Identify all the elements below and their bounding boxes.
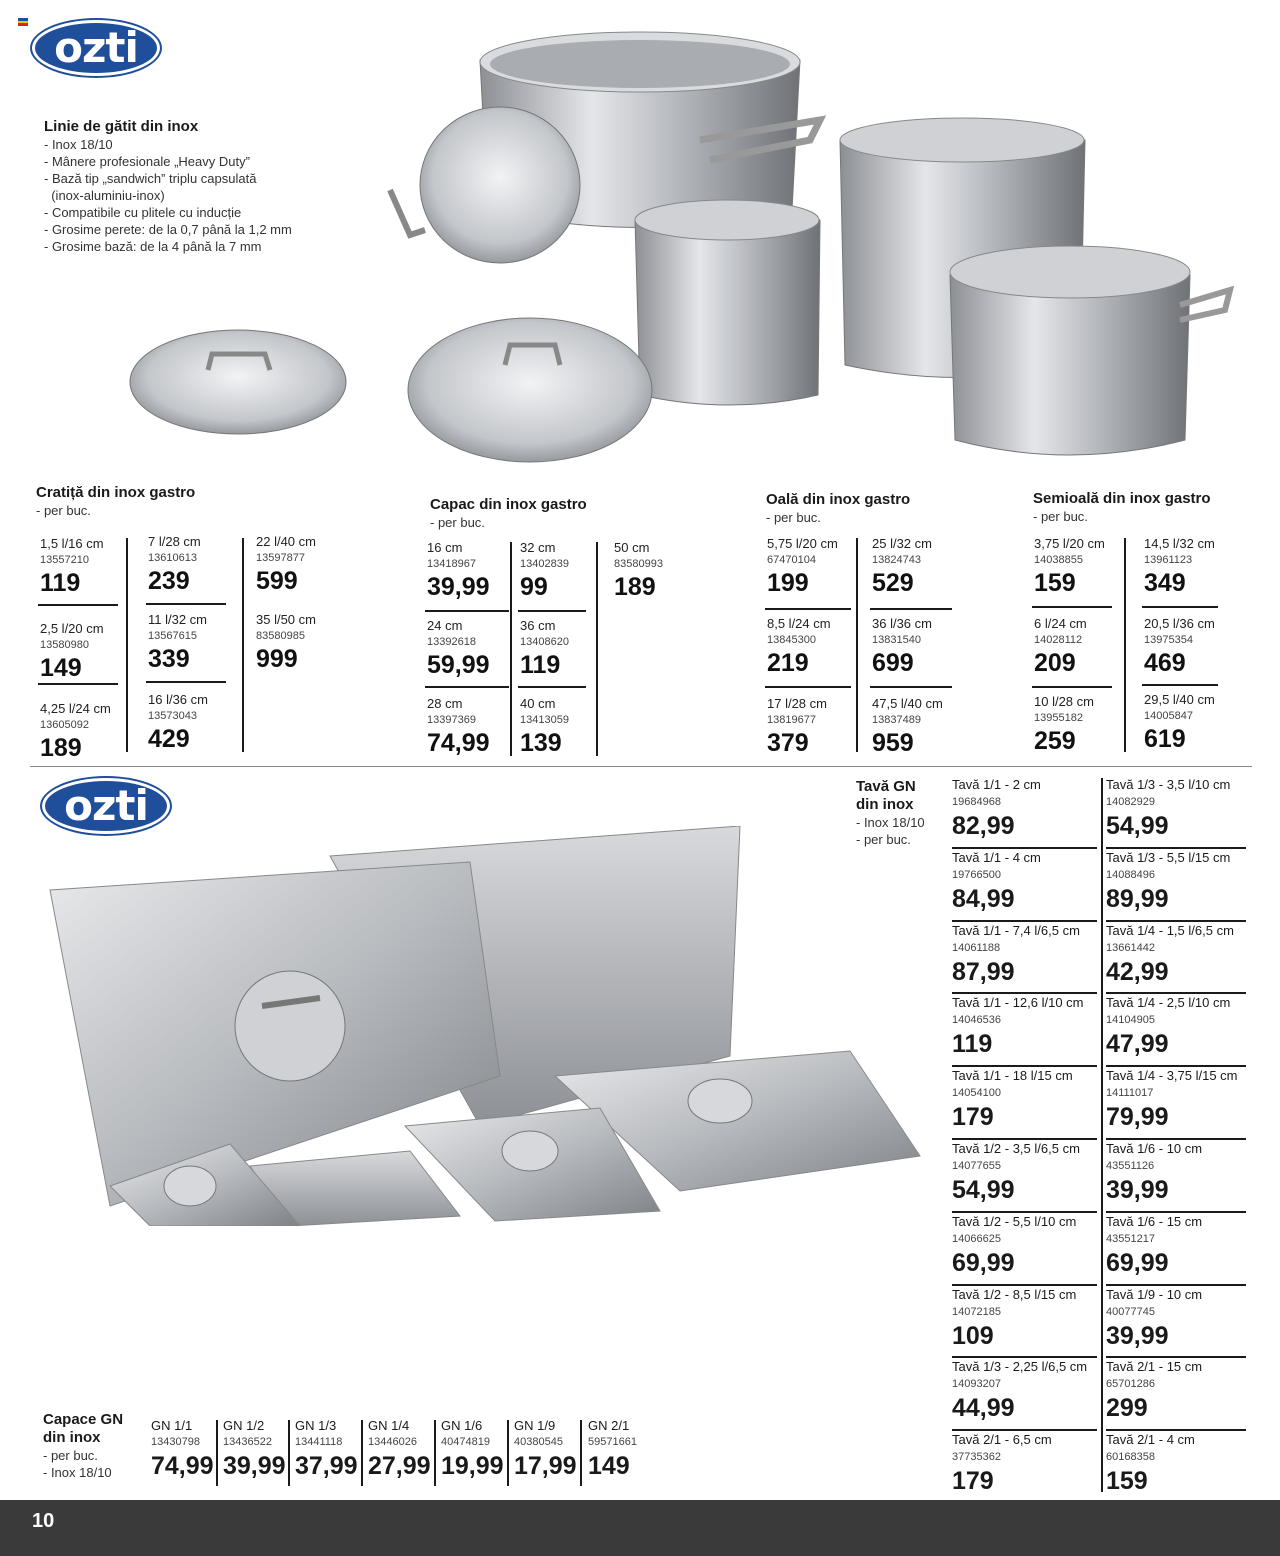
item-code: 43551126 xyxy=(1106,1159,1155,1172)
price-item xyxy=(767,696,827,758)
feature-item: - Inox 18/10 xyxy=(44,137,113,152)
item-code: 19766500 xyxy=(952,868,1001,881)
price-item xyxy=(1144,536,1215,598)
item-code: 13408620 xyxy=(520,636,569,648)
oala-title: Oală din inox gastro xyxy=(766,491,911,508)
brand-logo-text: ozti xyxy=(64,781,148,830)
tava-item xyxy=(952,849,1097,922)
item-price: 39,99 xyxy=(1106,1321,1169,1350)
price-item xyxy=(427,540,490,602)
gn-lid-item xyxy=(223,1418,295,1482)
item-price: 619 xyxy=(1144,725,1186,753)
gn-lid-item xyxy=(514,1418,586,1482)
price-item xyxy=(256,612,316,674)
tava-item xyxy=(952,1067,1097,1140)
item-code: 40380545 xyxy=(514,1436,563,1448)
divider xyxy=(870,608,952,610)
item-price: 74,99 xyxy=(427,729,490,757)
gn-lid-item xyxy=(588,1418,660,1482)
item-code: 37735362 xyxy=(952,1451,1001,1464)
item-code: 14077655 xyxy=(952,1159,1001,1172)
feature-item: - Mânere profesionale „Heavy Duty” xyxy=(44,154,250,169)
item-code: 13397369 xyxy=(427,714,476,726)
price-item xyxy=(148,612,207,674)
item-size: 2,5 l/20 cm xyxy=(40,621,104,636)
item-price: 54,99 xyxy=(1106,812,1169,840)
tava-item xyxy=(952,776,1097,849)
item-price: 139 xyxy=(520,729,562,757)
item-size: Tavă 1/3 - 3,5 l/10 cm xyxy=(1106,777,1231,792)
item-price: 149 xyxy=(40,654,82,682)
item-size: 7 l/28 cm xyxy=(148,534,201,549)
divider xyxy=(216,1420,218,1486)
item-price: 74,99 xyxy=(151,1452,214,1480)
price-item xyxy=(767,536,838,598)
item-size: 28 cm xyxy=(427,696,463,711)
divider xyxy=(242,538,244,752)
item-price: 44,99 xyxy=(952,1394,1015,1423)
divider xyxy=(870,686,952,688)
item-size: Tavă 1/4 - 2,5 l/10 cm xyxy=(1106,995,1231,1011)
item-price: 189 xyxy=(614,573,656,601)
divider xyxy=(146,681,226,683)
price-item xyxy=(520,696,569,758)
divider xyxy=(510,542,512,756)
tava-item xyxy=(952,922,1097,995)
divider xyxy=(765,686,851,688)
tava-item xyxy=(1106,1286,1246,1359)
section-separator xyxy=(30,766,1252,767)
item-size: Tavă 1/2 - 3,5 l/6,5 cm xyxy=(952,1140,1080,1156)
tava-item xyxy=(952,994,1097,1067)
gn-lid-item xyxy=(295,1418,367,1482)
item-price: 84,99 xyxy=(952,884,1015,913)
divider xyxy=(765,608,851,610)
item-size: 16 l/36 cm xyxy=(148,692,208,707)
item-code: 14111017 xyxy=(1106,1087,1154,1100)
divider xyxy=(1032,606,1112,608)
item-size: Tavă 1/1 - 7,4 l/6,5 cm xyxy=(952,922,1080,938)
item-size: GN 1/2 xyxy=(223,1418,265,1433)
item-code: 13567615 xyxy=(148,630,197,642)
item-price: 429 xyxy=(148,725,190,753)
item-price: 179 xyxy=(952,1103,994,1132)
item-size: 36 cm xyxy=(520,618,556,633)
divider xyxy=(38,683,118,685)
item-size: Tavă 2/1 - 6,5 cm xyxy=(952,1432,1052,1448)
item-code: 14082929 xyxy=(1106,796,1155,808)
feature-item: (inox-aluminiu-inox) xyxy=(44,188,165,203)
capac-header xyxy=(430,496,587,531)
price-item xyxy=(767,616,831,678)
item-code: 13837489 xyxy=(872,714,921,726)
item-price: 699 xyxy=(872,649,914,677)
item-code: 13819677 xyxy=(767,714,816,726)
item-code: 14072185 xyxy=(952,1305,1001,1318)
item-size: Tavă 1/1 - 2 cm xyxy=(952,777,1041,792)
capace-sub-line1: - per buc. xyxy=(43,1448,98,1463)
divider xyxy=(288,1420,290,1486)
item-size: 5,75 l/20 cm xyxy=(767,536,838,551)
item-size: 16 cm xyxy=(427,540,463,555)
capac-sub: - per buc. xyxy=(430,515,485,530)
divider xyxy=(518,610,586,612)
page-number: 10 xyxy=(32,1510,55,1532)
item-code: 13610613 xyxy=(148,552,197,564)
item-code: 13955182 xyxy=(1034,712,1083,724)
price-item xyxy=(427,618,490,680)
tava-item xyxy=(1106,1431,1246,1504)
item-code: 13845300 xyxy=(767,634,816,646)
item-code: 13580980 xyxy=(40,639,89,651)
gn-lid-item xyxy=(441,1418,513,1482)
item-code: 13413059 xyxy=(520,714,569,726)
item-code: 14028112 xyxy=(1034,634,1083,646)
item-code: 13392618 xyxy=(427,636,476,648)
item-size: 14,5 l/32 cm xyxy=(1144,536,1215,551)
divider xyxy=(856,538,858,752)
item-code: 13418967 xyxy=(427,558,476,570)
item-code: 13661442 xyxy=(1106,941,1155,954)
item-price: 349 xyxy=(1144,569,1186,597)
item-size: 40 cm xyxy=(520,696,556,711)
divider xyxy=(425,610,509,612)
price-item xyxy=(1144,692,1215,754)
price-item xyxy=(40,621,104,683)
item-code: 59571661 xyxy=(588,1436,637,1448)
divider xyxy=(434,1420,436,1486)
item-size: Tavă 1/2 - 8,5 l/15 cm xyxy=(952,1286,1077,1302)
item-size: GN 1/9 xyxy=(514,1418,556,1433)
divider xyxy=(146,603,226,605)
price-item xyxy=(872,696,943,758)
divider xyxy=(361,1420,363,1486)
oala-sub: - per buc. xyxy=(766,510,821,525)
gn-lid-item xyxy=(368,1418,440,1482)
tava-sub-line2: - per buc. xyxy=(856,832,911,847)
item-price: 379 xyxy=(767,729,809,757)
item-size: 24 cm xyxy=(427,618,463,633)
item-code: 83580993 xyxy=(614,558,663,570)
item-price: 119 xyxy=(520,651,561,679)
item-code: 14046536 xyxy=(952,1014,1001,1027)
tava-item xyxy=(1106,1140,1246,1213)
item-price: 42,99 xyxy=(1106,957,1169,986)
item-size: 36 l/36 cm xyxy=(872,616,932,631)
item-price: 47,99 xyxy=(1106,1030,1169,1059)
divider xyxy=(518,686,586,688)
item-price: 199 xyxy=(767,569,809,597)
item-price: 179 xyxy=(952,1467,994,1496)
item-size: GN 1/6 xyxy=(441,1418,483,1433)
item-size: 35 l/50 cm xyxy=(256,612,316,627)
item-price: 109 xyxy=(952,1321,994,1350)
item-size: GN 1/1 xyxy=(151,1418,193,1433)
divider xyxy=(1142,606,1218,608)
feature-item: - Bază tip „sandwich” triplu capsulată xyxy=(44,171,257,186)
tava-item xyxy=(1106,849,1246,922)
item-size: 32 cm xyxy=(520,540,556,555)
price-item xyxy=(1034,694,1094,756)
item-code: 14038855 xyxy=(1034,554,1083,566)
page-footer xyxy=(0,1500,1280,1556)
item-price: 39,99 xyxy=(223,1452,286,1480)
capace-title-line2: din inox xyxy=(43,1429,101,1446)
divider xyxy=(38,604,118,606)
tava-sub-line1: - Inox 18/10 xyxy=(856,815,925,830)
item-price: 469 xyxy=(1144,649,1186,677)
item-size: 11 l/32 cm xyxy=(148,612,208,627)
item-price: 19,99 xyxy=(441,1452,504,1480)
tava-list-right xyxy=(1106,776,1246,1504)
item-size: Tavă 1/3 - 5,5 l/15 cm xyxy=(1106,849,1231,865)
item-size: 50 cm xyxy=(614,540,650,555)
item-code: 13446026 xyxy=(368,1436,417,1448)
tava-header xyxy=(856,778,946,848)
item-size: 4,25 l/24 cm xyxy=(40,701,111,716)
item-code: 13402839 xyxy=(520,558,569,570)
cratita-header xyxy=(36,484,195,519)
item-price: 239 xyxy=(148,567,190,595)
tava-title-line1: Tavă GN xyxy=(856,778,916,795)
brand-logo-text: ozti xyxy=(54,23,138,72)
divider xyxy=(1101,778,1103,1492)
gn-trays-photo xyxy=(40,826,940,1226)
item-size: Tavă 2/1 - 4 cm xyxy=(1106,1432,1195,1448)
tava-item xyxy=(952,1358,1097,1431)
item-code: 65701286 xyxy=(1106,1378,1155,1391)
divider xyxy=(425,686,509,688)
item-price: 119 xyxy=(40,569,81,597)
item-size: 20,5 l/36 cm xyxy=(1144,616,1215,631)
item-price: 54,99 xyxy=(952,1175,1015,1204)
item-code: 14104905 xyxy=(1106,1014,1155,1027)
feature-item: - Compatibile cu plitele cu inducție xyxy=(44,205,242,220)
divider xyxy=(580,1420,582,1486)
tava-item xyxy=(1106,1358,1246,1431)
tava-item xyxy=(952,1213,1097,1286)
item-code: 14088496 xyxy=(1106,868,1155,881)
item-price: 99 xyxy=(520,573,548,601)
item-size: Tavă 1/9 - 10 cm xyxy=(1106,1286,1203,1302)
item-size: Tavă 1/1 - 12,6 l/10 cm xyxy=(952,995,1084,1011)
item-size: Tavă 1/1 - 18 l/15 cm xyxy=(952,1068,1073,1084)
price-item xyxy=(1034,536,1105,598)
item-size: 29,5 l/40 cm xyxy=(1144,692,1215,707)
gn-lid-item xyxy=(151,1418,223,1482)
price-item xyxy=(872,536,932,598)
item-price: 599 xyxy=(256,567,298,595)
price-item xyxy=(1144,616,1215,678)
item-size: 1,5 l/16 cm xyxy=(40,536,104,551)
item-code: 14061188 xyxy=(952,941,1001,954)
item-code: 19684968 xyxy=(952,796,1001,808)
item-size: 6 l/24 cm xyxy=(1034,616,1087,631)
item-code: 67470104 xyxy=(767,554,816,566)
item-price: 189 xyxy=(40,734,82,762)
item-code: 13436522 xyxy=(223,1436,272,1448)
item-size: GN 2/1 xyxy=(588,1418,630,1433)
item-price: 529 xyxy=(872,569,914,597)
item-size: Tavă 1/4 - 1,5 l/6,5 cm xyxy=(1106,922,1234,938)
item-code: 13824743 xyxy=(872,554,921,566)
item-price: 79,99 xyxy=(1106,1103,1169,1132)
tava-item xyxy=(1106,1067,1246,1140)
tava-item xyxy=(952,1431,1097,1504)
item-size: GN 1/4 xyxy=(368,1418,410,1433)
item-size: GN 1/3 xyxy=(295,1418,337,1433)
item-size: Tavă 1/6 - 15 cm xyxy=(1106,1213,1203,1229)
item-price: 219 xyxy=(767,649,809,677)
item-price: 39,99 xyxy=(427,573,490,601)
item-price: 59,99 xyxy=(427,651,490,679)
cratita-title: Cratiță din inox gastro xyxy=(36,484,196,501)
item-size: Tavă 1/3 - 2,25 l/6,5 cm xyxy=(952,1359,1088,1375)
item-price: 17,99 xyxy=(514,1452,577,1480)
item-code: 13430798 xyxy=(151,1436,200,1448)
tava-title-line2: din inox xyxy=(856,796,914,813)
item-size: 17 l/28 cm xyxy=(767,696,827,711)
tava-item xyxy=(952,1140,1097,1213)
item-price: 82,99 xyxy=(952,812,1015,840)
price-item xyxy=(614,540,663,602)
semioala-header xyxy=(1033,490,1211,525)
item-code: 14066625 xyxy=(952,1232,1001,1245)
item-code: 43551217 xyxy=(1106,1232,1155,1245)
tava-item xyxy=(1106,776,1246,849)
item-code: 14093207 xyxy=(952,1378,1001,1391)
item-code: 13961123 xyxy=(1144,554,1193,566)
item-price: 87,99 xyxy=(952,957,1015,986)
item-size: 25 l/32 cm xyxy=(872,536,932,551)
tava-item xyxy=(1106,1213,1246,1286)
item-size: Tavă 1/2 - 5,5 l/10 cm xyxy=(952,1213,1077,1229)
cratita-sub: - per buc. xyxy=(36,503,91,518)
item-code: 40077745 xyxy=(1106,1305,1155,1318)
divider xyxy=(596,542,598,756)
flag-icon xyxy=(18,18,28,26)
item-price: 259 xyxy=(1034,727,1076,755)
tava-item xyxy=(1106,994,1246,1067)
item-size: 47,5 l/40 cm xyxy=(872,696,943,711)
item-size: Tavă 1/1 - 4 cm xyxy=(952,849,1041,865)
tava-item xyxy=(1106,922,1246,995)
item-code: 13557210 xyxy=(40,554,89,566)
tava-item xyxy=(952,1286,1097,1359)
price-item xyxy=(40,536,104,598)
item-price: 299 xyxy=(1106,1394,1148,1423)
tava-list-left xyxy=(952,776,1097,1504)
price-item xyxy=(148,692,208,754)
capac-title: Capac din inox gastro xyxy=(430,496,587,513)
price-item xyxy=(148,534,201,596)
item-size: 10 l/28 cm xyxy=(1034,694,1094,709)
item-price: 159 xyxy=(1034,569,1076,597)
item-size: Tavă 1/6 - 10 cm xyxy=(1106,1140,1203,1156)
divider xyxy=(1032,686,1112,688)
item-size: 3,75 l/20 cm xyxy=(1034,536,1105,551)
semioala-title: Semioală din inox gastro xyxy=(1033,490,1211,507)
oala-header xyxy=(766,491,910,526)
item-code: 83580985 xyxy=(256,630,305,642)
price-item xyxy=(520,618,569,680)
item-code: 13831540 xyxy=(872,634,921,646)
item-price: 339 xyxy=(148,645,190,673)
capace-header xyxy=(43,1411,143,1481)
item-code: 13597877 xyxy=(256,552,305,564)
item-code: 60168358 xyxy=(1106,1451,1155,1464)
feature-item: - Grosime perete: de la 0,7 până la 1,2 mm xyxy=(44,222,292,237)
item-code: 13573043 xyxy=(148,710,197,722)
item-price: 959 xyxy=(872,729,914,757)
item-price: 27,99 xyxy=(368,1452,431,1480)
item-price: 39,99 xyxy=(1106,1175,1169,1204)
item-price: 149 xyxy=(588,1452,630,1480)
item-price: 69,99 xyxy=(1106,1248,1169,1277)
price-item xyxy=(1034,616,1087,678)
cookware-title: Linie de gătit din inox xyxy=(44,118,199,135)
item-size: 8,5 l/24 cm xyxy=(767,616,831,631)
item-price: 159 xyxy=(1106,1467,1148,1496)
item-price: 69,99 xyxy=(952,1248,1015,1277)
divider xyxy=(1142,684,1218,686)
item-code: 14005847 xyxy=(1144,710,1193,722)
price-item xyxy=(872,616,932,678)
cookware-photo xyxy=(120,20,1250,475)
price-item xyxy=(256,534,316,596)
price-item xyxy=(520,540,569,602)
semioala-sub: - per buc. xyxy=(1033,509,1088,524)
price-item xyxy=(40,701,111,763)
item-code: 13975354 xyxy=(1144,634,1193,646)
item-code: 14054100 xyxy=(952,1087,1001,1100)
item-size: 22 l/40 cm xyxy=(256,534,316,549)
capace-sub-line2: - Inox 18/10 xyxy=(43,1465,112,1480)
feature-item: - Grosime bază: de la 4 până la 7 mm xyxy=(44,239,262,254)
item-price: 37,99 xyxy=(295,1452,358,1480)
price-item xyxy=(427,696,490,758)
capace-title-line1: Capace GN xyxy=(43,1411,124,1428)
item-price: 999 xyxy=(256,645,298,673)
item-price: 209 xyxy=(1034,649,1076,677)
item-size: Tavă 1/4 - 3,75 l/15 cm xyxy=(1106,1068,1238,1084)
item-code: 13605092 xyxy=(40,719,89,731)
divider xyxy=(126,538,128,752)
item-price: 119 xyxy=(952,1030,993,1059)
divider xyxy=(507,1420,509,1486)
item-code: 13441118 xyxy=(295,1436,343,1448)
divider xyxy=(1124,538,1126,752)
item-code: 40474819 xyxy=(441,1436,490,1448)
item-price: 89,99 xyxy=(1106,884,1169,913)
item-size: Tavă 2/1 - 15 cm xyxy=(1106,1359,1203,1375)
